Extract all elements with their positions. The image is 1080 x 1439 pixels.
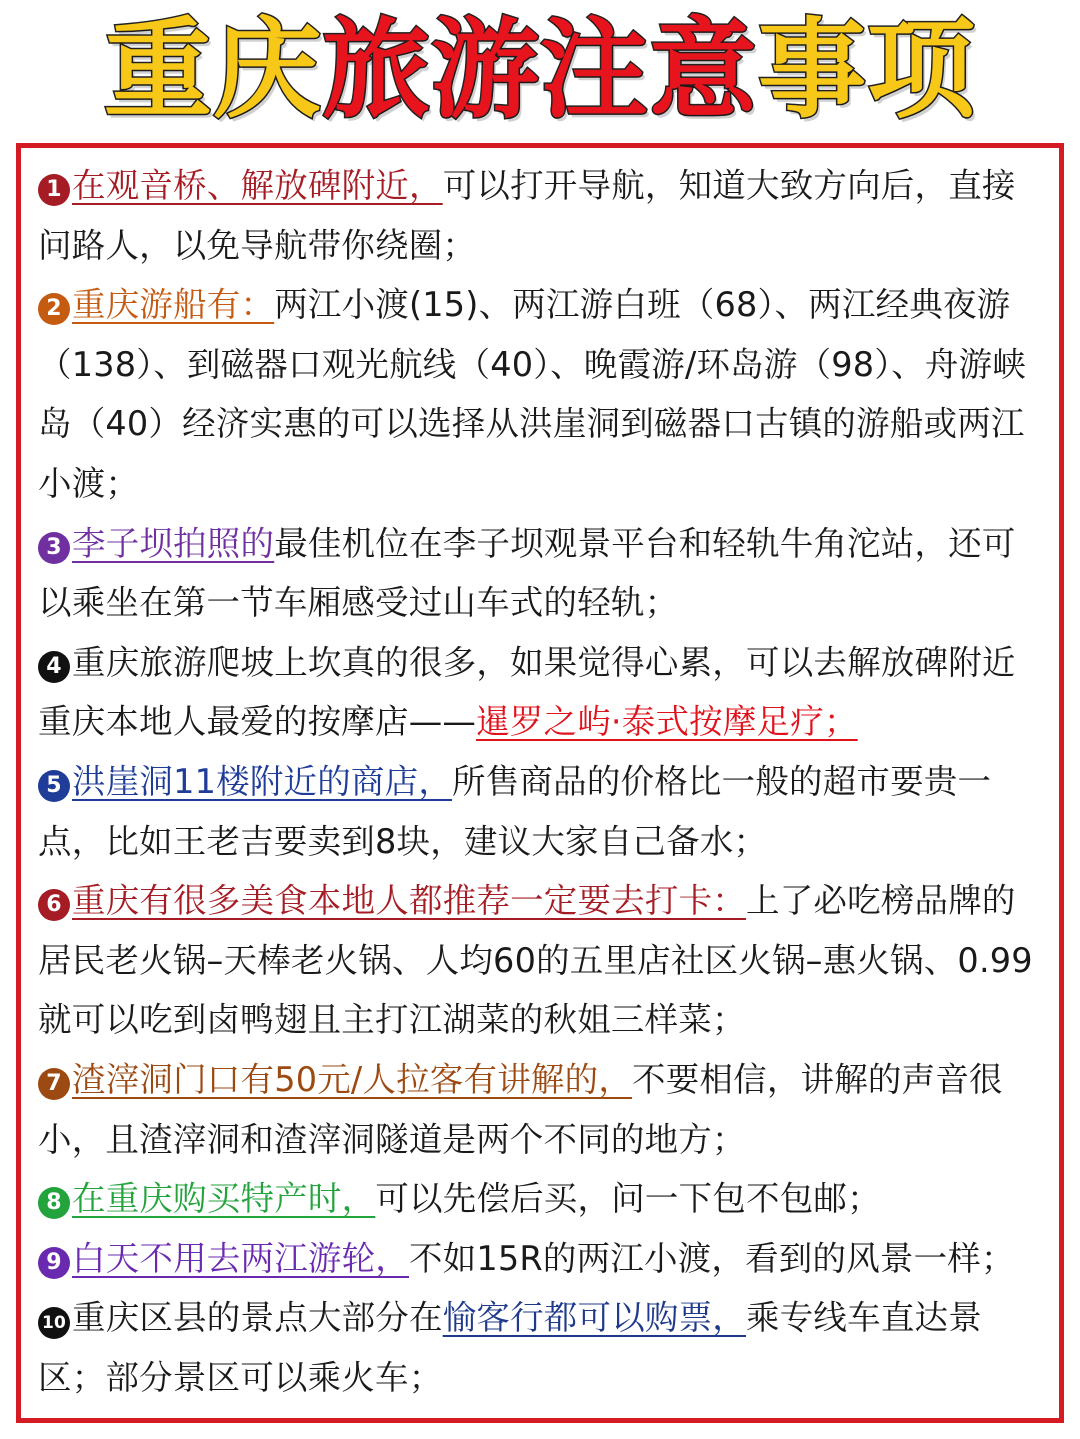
number-badge-6: 6 [38,889,70,921]
tip-item-8 [38,1169,1042,1229]
page-title [0,6,1080,136]
title-part-travel-notes: 旅游注意 [321,8,758,133]
number-badge-8: 8 [38,1187,70,1219]
tip-highlight-2: 重庆游船有： [72,285,275,325]
tip-text-2: 两江小渡(15)、两江游白班（68）、两江经典夜游（138）、到磁器口观光航线（40）、晚霞游/环岛游（98）、舟游峡岛（40）经济实惠的可以选择从洪崖洞到磁器口古镇的游船或两江小渡； [38,285,1027,503]
tip-highlight-6: 重庆有很多美食本地人都推荐一定要去打卡： [72,881,746,921]
tip-item-1 [38,156,1042,275]
tip-text-9: 不如15R的两江小渡，看到的风景一样； [409,1238,1015,1278]
number-badge-4: 4 [38,651,70,683]
tip-text-6: 上了必吃榜品牌的居民老火锅–天棒老火锅、人均60的五里店社区火锅–惠火锅、0.99就可以吃到卤鸭翅且主打江湖菜的秋姐三样菜； [38,881,1033,1040]
tips-list [38,156,1042,1407]
tip-text-8: 可以先偿后买，问一下包不包邮； [375,1179,881,1219]
title-part-matters: 事项 [758,8,977,133]
tip-highlight-9: 白天不用去两江游轮， [72,1238,409,1278]
tip-highlight-10: 愉客行都可以购票， [442,1298,747,1338]
tip-text-10-end: 乘专线车直达景区；部分景区可以乘火车； [38,1298,982,1397]
tip-text-3: 最佳机位在李子坝观景平台和轻轨牛角沱站，还可以乘坐在第一节车厢感受过山车式的轻轨； [38,523,1016,623]
tip-text-1: 可以打开导航，知道大致方向后，直接问路人，以免导航带你绕圈； [38,166,1016,265]
tip-text-10: 重庆区县的景点大部分在 [72,1298,443,1338]
tip-highlight-8: 在重庆购买特产时， [72,1179,376,1219]
tip-highlight-7: 渣滓洞门口有50元/人拉客有讲解的， [72,1059,633,1099]
tip-item-4 [38,633,1042,752]
tip-item-3 [38,514,1042,633]
number-badge-3: 3 [38,532,70,564]
number-badge-10: 10 [38,1307,70,1339]
number-badge-5: 5 [38,770,70,802]
tip-text-4: 重庆旅游爬坡上坎真的很多，如果觉得心累，可以去解放碑附近重庆本地人最爱的按摩店—— [38,642,1016,742]
tip-item-9 [38,1229,1042,1289]
tip-item-2 [38,275,1042,513]
number-badge-1: 1 [38,174,70,206]
tip-highlight-1: 在观音桥、解放碑附近， [72,166,443,205]
tip-text-5: 所售商品的价格比一般的超市要贵一点，比如王老吉要卖到8块，建议大家自己备水； [38,761,992,861]
tip-highlight-5: 洪崖洞11楼附近的商店， [72,761,453,801]
tip-item-10 [38,1288,1042,1407]
tip-item-7 [38,1050,1042,1169]
tip-highlight-3: 李子坝拍照的 [72,523,275,563]
number-badge-7: 7 [38,1068,70,1100]
number-badge-9: 9 [38,1247,70,1279]
tip-item-6 [38,871,1042,1050]
title-part-chongqing: 重庆 [103,8,322,133]
tip-text-7: 不要相信，讲解的声音很小，且渣滓洞和渣滓洞隧道是两个不同的地方； [38,1059,1003,1159]
number-badge-2: 2 [38,293,70,325]
tip-highlight-4: 暹罗之屿·泰式按摩足疗； [476,702,858,742]
tip-item-5 [38,752,1042,871]
